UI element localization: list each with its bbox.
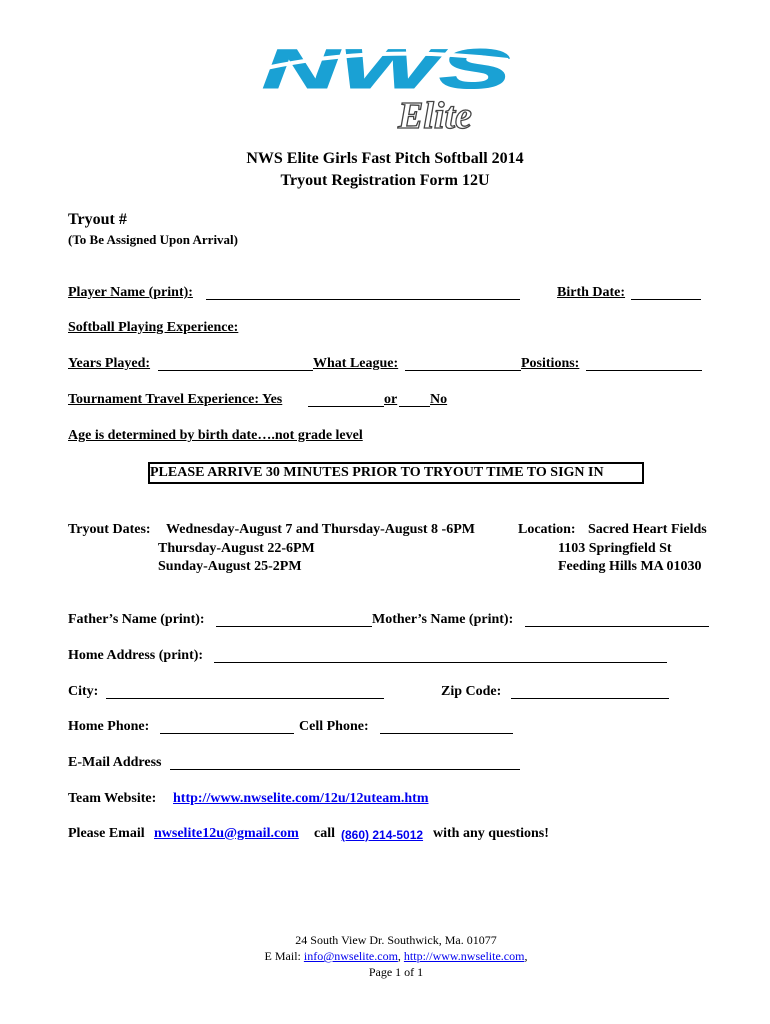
zip-code-label: Zip Code: (441, 684, 502, 699)
mother-name-field[interactable] (525, 626, 709, 627)
contact-email-link[interactable]: nwselite12u@gmail.com (154, 826, 299, 841)
tryout-date-3: Sunday-August 25-2PM (158, 559, 302, 574)
years-played-label: Years Played: (68, 356, 151, 371)
contact-call-text: call (314, 826, 335, 841)
arrival-notice-text: PLEASE ARRIVE 30 MINUTES PRIOR TO TRYOUT TIME TO SIGN IN (150, 465, 604, 480)
positions-field[interactable] (586, 370, 702, 371)
footer-email-prefix: E Mail: (264, 949, 301, 963)
location-line-2: 1103 Springfield St (558, 541, 672, 556)
city-label: City: (68, 684, 99, 699)
what-league-label: What League: (313, 356, 399, 371)
tryout-number-label: Tryout # (68, 211, 127, 228)
travel-yes-field[interactable] (308, 406, 384, 407)
contact-phone-link[interactable]: (860) 214-5012 (341, 828, 424, 842)
logo-script-text: Elite (398, 95, 472, 137)
location-label: Location: (518, 522, 576, 537)
logo-main-text: NWS (262, 40, 510, 100)
footer-contact-line (0, 949, 770, 964)
home-address-label: Home Address (print): (68, 648, 204, 663)
email-address-field[interactable] (170, 769, 520, 770)
positions-label: Positions: (521, 356, 580, 371)
player-name-field[interactable] (206, 299, 520, 300)
tryout-date-2: Thursday-August 22-6PM (158, 541, 315, 556)
tryout-dates-label: Tryout Dates: (68, 522, 151, 537)
home-phone-label: Home Phone: (68, 719, 150, 734)
footer-site-suffix: , (524, 949, 528, 963)
birth-date-field[interactable] (631, 299, 701, 300)
location-line-3: Feeding Hills MA 01030 (558, 559, 702, 574)
home-phone-field[interactable] (160, 733, 294, 734)
player-name-label: Player Name (print): (68, 285, 193, 300)
cell-phone-label: Cell Phone: (299, 719, 369, 734)
birth-date-label: Birth Date: (557, 285, 626, 300)
nws-elite-logo (258, 40, 518, 140)
footer-page-number: Page 1 of 1 (368, 965, 424, 979)
father-name-field[interactable] (216, 626, 372, 627)
email-address-label: E-Mail Address (68, 755, 162, 770)
what-league-field[interactable] (405, 370, 521, 371)
tryout-number-note: (To Be Assigned Upon Arrival) (68, 232, 238, 247)
footer-separator: , (397, 949, 401, 963)
team-website-link[interactable]: http://www.nwselite.com/12u/12uteam.htm (173, 791, 429, 806)
years-played-field[interactable] (158, 370, 313, 371)
travel-or-gap (399, 406, 430, 407)
footer-site-link[interactable]: http://www.nwselite.com (403, 949, 525, 963)
cell-phone-field[interactable] (380, 733, 513, 734)
experience-heading: Softball Playing Experience: (68, 320, 239, 335)
footer-address: 24 South View Dr. Southwick, Ma. 01077 (295, 933, 497, 947)
zip-code-field[interactable] (511, 698, 669, 699)
location-line-1: Sacred Heart Fields (588, 522, 707, 537)
father-name-label: Father’s Name (print): (68, 612, 205, 627)
tryout-date-1: Wednesday-August 7 and Thursday-August 8 -6PM (166, 522, 475, 537)
travel-no-label: No (430, 392, 448, 407)
footer-email-link[interactable]: info@nwselite.com (303, 949, 398, 963)
travel-experience-label: Tournament Travel Experience: Yes (68, 392, 283, 407)
mother-name-label: Mother’s Name (print): (372, 612, 514, 627)
form-title-line1: NWS Elite Girls Fast Pitch Softball 2014 (246, 150, 524, 167)
travel-or-label: or (384, 392, 398, 407)
form-title-line2: Tryout Registration Form 12U (280, 172, 490, 189)
contact-suffix: with any questions! (433, 826, 549, 841)
team-website-label: Team Website: (68, 791, 157, 806)
age-note: Age is determined by birth date….not grade level (68, 428, 363, 443)
contact-prefix: Please Email (68, 826, 145, 841)
home-address-field[interactable] (214, 662, 667, 663)
city-field[interactable] (106, 698, 384, 699)
